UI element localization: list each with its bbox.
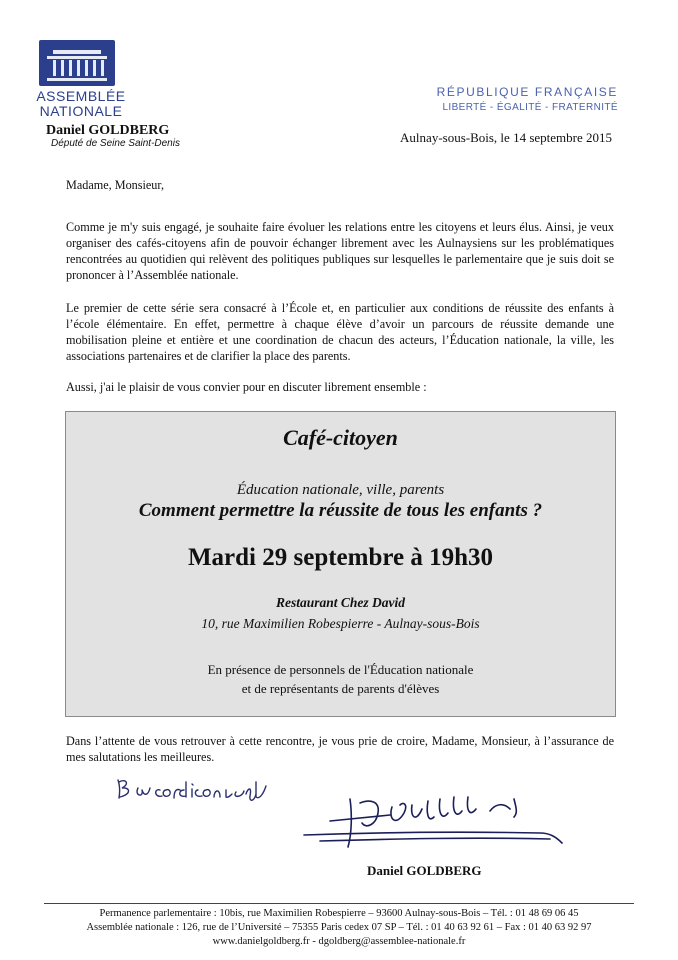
logo-text-nationale: NATIONALE [39, 103, 123, 119]
deputy-title: Député de Seine Saint-Denis [51, 138, 180, 149]
paragraph-3: Aussi, j'ai le plaisir de vous convier pour en discuter librement ensemble : [66, 380, 427, 394]
republic-motto: LIBERTÉ - ÉGALITÉ - FRATERNITÉ [442, 102, 618, 113]
event-question: Comment permettre la réussite de tous les enfants ? [138, 500, 543, 521]
paragraph-1: Comme je m'y suis engagé, je souhaite faire évoluer les relations entre les citoyens et leurs élus. Ainsi, je veux organiser des cafés-citoyens afin de pouvoir échanger librement avec les Aulnaysiens sur les problématiques rencontrées au quotidien qui relèvent des politiques publiques sur lesquelles le parlementaire que je suis doit se prononcer à l’Assemblée nationale. [66, 220, 614, 282]
venue-name: Restaurant Chez David [275, 595, 406, 610]
signature [300, 783, 580, 863]
footer-permanence: Permanence parlementaire : 10bis, rue Maximilien Robespierre – 93600 Aulnay-sous-Bois – Tél. : 01 48 69 06 45 [99, 908, 579, 919]
footer-divider [44, 903, 634, 904]
salutation: Madame, Monsieur, [66, 178, 165, 192]
footer-assemblee: Assemblée nationale : 126, rue de l’Université – 75355 Paris cedex 07 SP – Tél. : 01 40 63 92 61 – Fax : 01 40 63 92 97 [86, 922, 592, 933]
event-invitation-box [65, 411, 616, 717]
handwritten-note [114, 772, 274, 812]
logo-text-assemblee: ASSEMBLÉE [36, 88, 126, 104]
event-date-time: Mardi 29 septembre à 19h30 [187, 544, 494, 571]
paragraph-2: Le premier de cette série sera consacré à l’École et, en particulier aux conditions de réussite des enfants à l’école élémentaire. En effet, permettre à chaque élève d’avoir un parcours de réussite demande une mobilisation pleine et entière et une coordination de chacun des acteurs, l’Éducation nationale, la ville, les associations partenaires et de clarifier la place des parents. [66, 301, 614, 363]
place-date: Aulnay-sous-Bois, le 14 septembre 2015 [400, 130, 612, 145]
presence-line-2: et de représentants de parents d'élèves [241, 681, 440, 696]
event-subtitle: Éducation nationale, ville, parents [236, 482, 445, 498]
deputy-name: Daniel GOLDBERG [46, 123, 170, 138]
signature-name: Daniel GOLDBERG [367, 863, 482, 878]
assemblee-nationale-logo [39, 40, 115, 86]
event-title: Café-citoyen [283, 425, 398, 450]
closing-paragraph: Dans l’attente de vous retrouver à cette rencontre, je vous prie de croire, Madame, Monsieur, à l’assurance de mes salutations les meilleures. [66, 734, 614, 764]
presence-line-1: En présence de personnels de l'Éducation nationale [207, 662, 474, 677]
republic-heading: RÉPUBLIQUE FRANÇAISE [436, 85, 618, 99]
footer-contact: www.danielgoldberg.fr - dgoldberg@assemblee-nationale.fr [212, 936, 466, 947]
venue-address: 10, rue Maximilien Robespierre - Aulnay-sous-Bois [201, 616, 480, 631]
presence-note [66, 660, 615, 698]
